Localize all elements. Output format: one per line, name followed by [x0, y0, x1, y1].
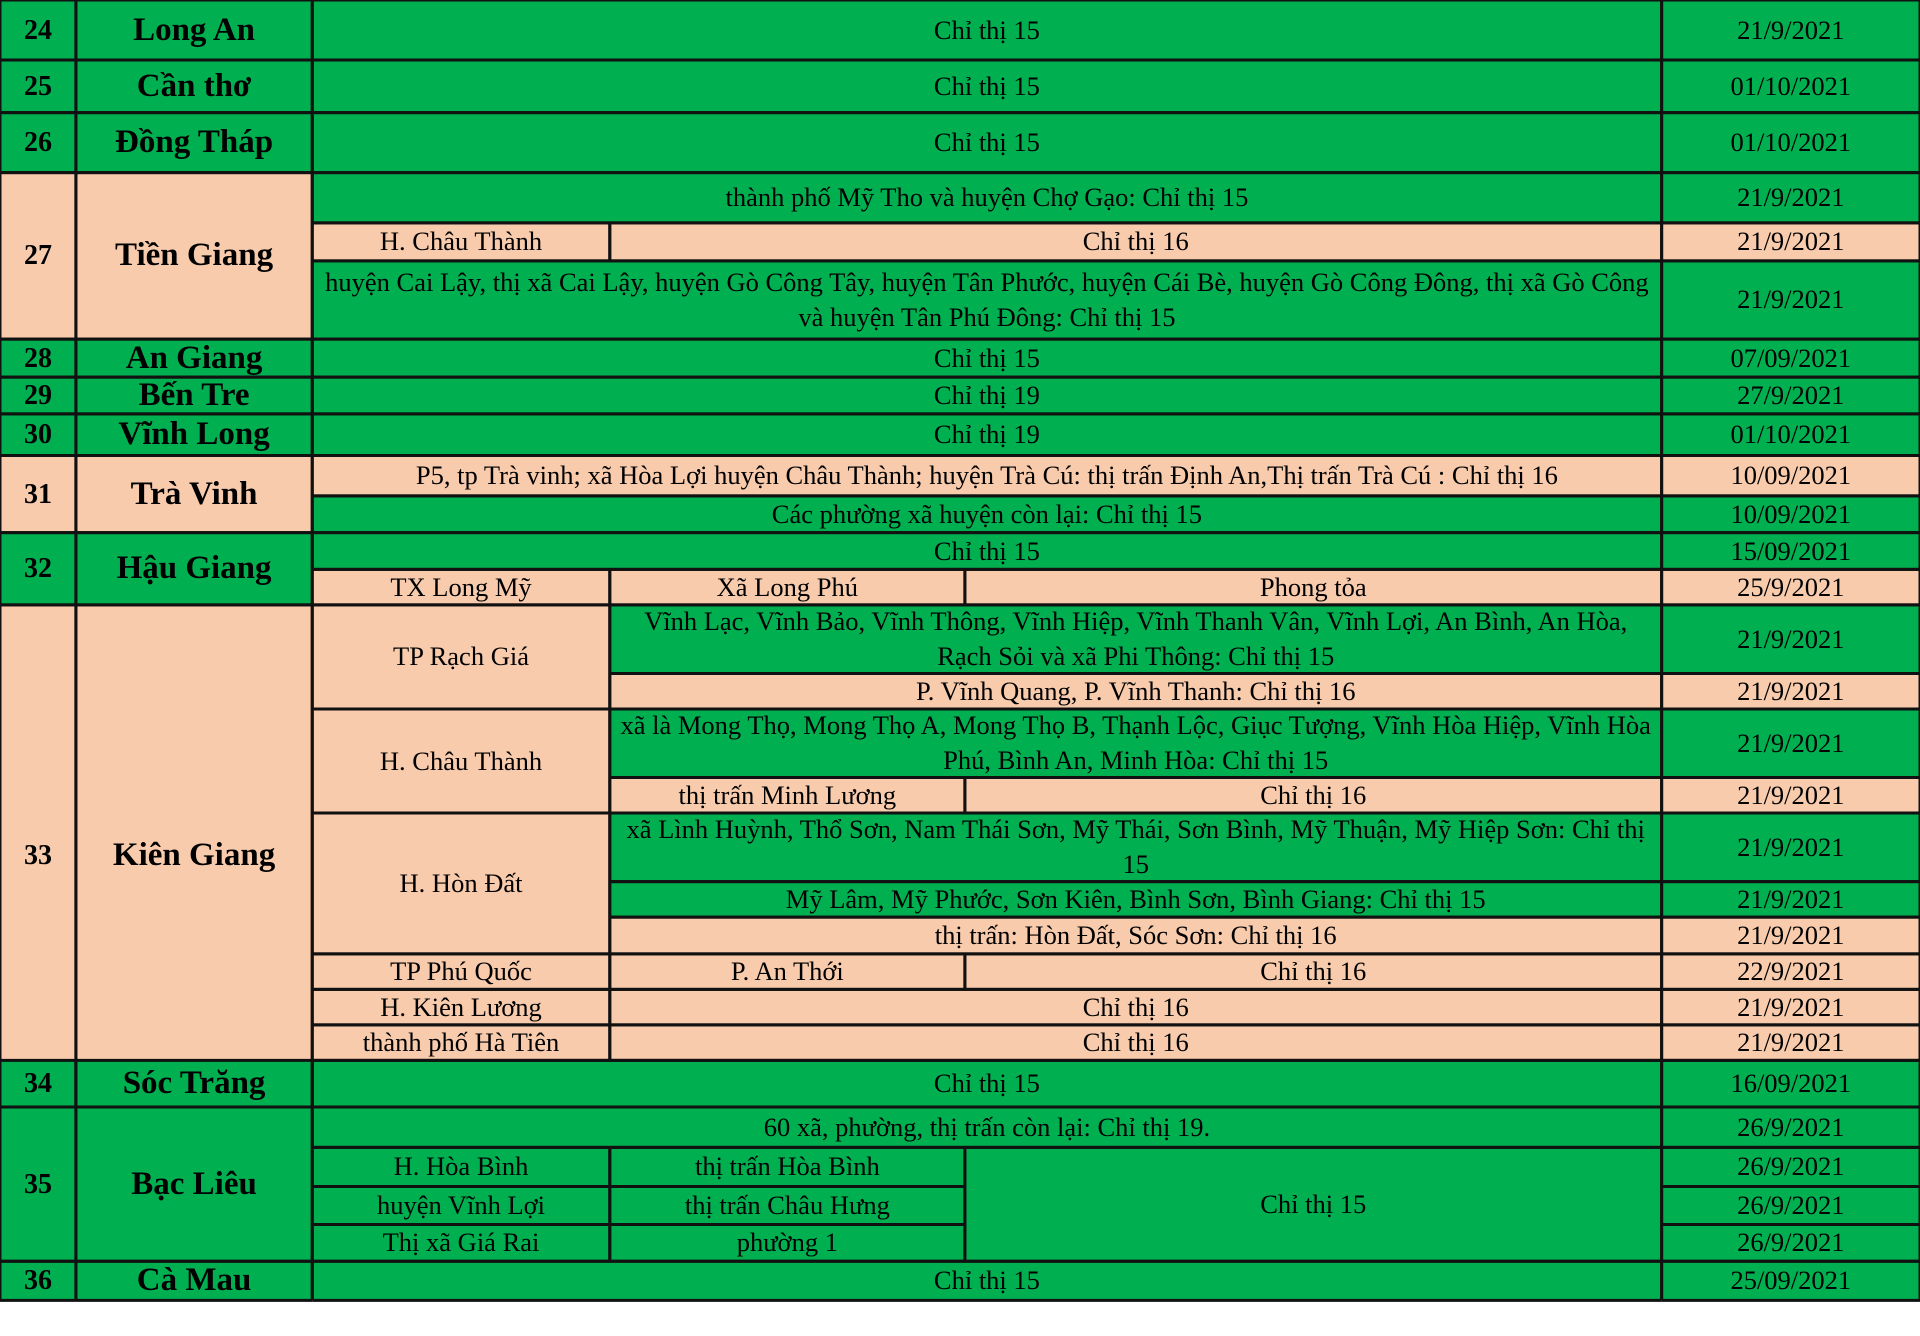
province-cell: Vĩnh Long [76, 414, 312, 456]
table-cell: thị trấn Châu Hưng [610, 1187, 965, 1225]
table-cell: TP Phú Quốc [312, 954, 610, 990]
table-cell: 21/9/2021 [1662, 989, 1920, 1025]
row-number-cell: 32 [0, 533, 76, 605]
table-cell: thành phố Mỹ Tho và huyện Chợ Gạo: Chỉ thị 15 [312, 173, 1661, 223]
table-cell: Thị xã Giá Rai [312, 1224, 610, 1261]
table-cell: 27/9/2021 [1662, 377, 1920, 414]
province-cell: Đồng Tháp [76, 113, 312, 173]
row-number-cell: 35 [0, 1107, 76, 1261]
province-cell: Cần thơ [76, 60, 312, 113]
table-cell: huyện Cai Lậy, thị xã Cai Lậy, huyện Gò Công Tây, huyện Tân Phước, huyện Cái Bè, huyện Gò Công Đông, thị xã Gò Công và huyện Tân Phú Đông: Chỉ thị 15 [312, 261, 1661, 339]
table-cell: 26/9/2021 [1662, 1187, 1920, 1225]
row-number-cell: 25 [0, 60, 76, 113]
table-cell: Mỹ Lâm, Mỹ Phước, Sơn Kiên, Bình Sơn, Bình Giang: Chỉ thị 15 [610, 882, 1662, 918]
table-cell: Chỉ thị 15 [312, 0, 1661, 60]
province-cell: Trà Vinh [76, 456, 312, 533]
table-cell: 21/9/2021 [1662, 261, 1920, 339]
table-cell: 26/9/2021 [1662, 1224, 1920, 1261]
table-cell: Chỉ thị 16 [965, 778, 1662, 814]
province-cell: Long An [76, 0, 312, 60]
table-cell: 10/09/2021 [1662, 456, 1920, 496]
province-cell: Bến Tre [76, 377, 312, 414]
table-cell: Phong tỏa [965, 569, 1662, 605]
table-cell: 01/10/2021 [1662, 113, 1920, 173]
table-cell: thị trấn: Hòn Đất, Sóc Sơn: Chỉ thị 16 [610, 917, 1662, 954]
row-number-cell: 34 [0, 1060, 76, 1107]
province-cell: Hậu Giang [76, 533, 312, 605]
row-number-cell: 29 [0, 377, 76, 414]
table-cell: 25/09/2021 [1662, 1261, 1920, 1300]
table-cell: xã Lình Huỳnh, Thổ Sơn, Nam Thái Sơn, Mỹ Thái, Sơn Bình, Mỹ Thuận, Mỹ Hiệp Sơn: Chỉ thị 15 [610, 813, 1662, 882]
table-cell: Chỉ thị 15 [312, 113, 1661, 173]
table-cell: 10/09/2021 [1662, 496, 1920, 533]
table-cell: H. Kiên Lương [312, 989, 610, 1025]
table-cell: Chỉ thị 19 [312, 414, 1661, 456]
table-cell: Chỉ thị 15 [312, 339, 1661, 377]
table-cell: 01/10/2021 [1662, 60, 1920, 113]
table-cell: 15/09/2021 [1662, 533, 1920, 570]
row-number-cell: 36 [0, 1261, 76, 1300]
table-cell: Chỉ thị 15 [312, 1261, 1661, 1300]
table-cell: TP Rạch Giá [312, 605, 610, 709]
table-cell: Chỉ thị 16 [965, 954, 1662, 990]
province-cell: Sóc Trăng [76, 1060, 312, 1107]
table-cell: 21/9/2021 [1662, 813, 1920, 882]
table-cell: Chỉ thị 19 [312, 377, 1661, 414]
table-cell: huyện Vĩnh Lợi [312, 1187, 610, 1225]
row-number-cell: 30 [0, 414, 76, 456]
table-cell: 01/10/2021 [1662, 414, 1920, 456]
table-cell: 21/9/2021 [1662, 778, 1920, 814]
table-cell: Chỉ thị 15 [312, 60, 1661, 113]
table-cell: Chỉ thị 15 [312, 1060, 1661, 1107]
table-cell: Chỉ thị 15 [312, 533, 1661, 570]
table-cell: 21/9/2021 [1662, 917, 1920, 954]
table-cell: P. Vĩnh Quang, P. Vĩnh Thanh: Chỉ thị 16 [610, 673, 1662, 709]
table-cell: 21/9/2021 [1662, 223, 1920, 261]
province-cell: Cà Mau [76, 1261, 312, 1300]
table-cell: thị trấn Hòa Bình [610, 1147, 965, 1186]
table-cell: P. An Thới [610, 954, 965, 990]
table-cell: 26/9/2021 [1662, 1147, 1920, 1186]
table-cell: thị trấn Minh Lương [610, 778, 965, 814]
table-cell: Chỉ thị 16 [610, 989, 1662, 1025]
table-cell: 22/9/2021 [1662, 954, 1920, 990]
row-number-cell: 26 [0, 113, 76, 173]
table-cell: thành phố Hà Tiên [312, 1025, 610, 1061]
table-cell: H. Châu Thành [312, 223, 610, 261]
table-cell: 16/09/2021 [1662, 1060, 1920, 1107]
table-cell: 21/9/2021 [1662, 0, 1920, 60]
row-number-cell: 27 [0, 173, 76, 340]
table-cell: Xã Long Phú [610, 569, 965, 605]
table-cell: H. Hòa Bình [312, 1147, 610, 1186]
province-cell: Kiên Giang [76, 605, 312, 1107]
province-cell: Tiền Giang [76, 173, 312, 340]
table-cell: Các phường xã huyện còn lại: Chỉ thị 15 [312, 496, 1661, 533]
table-cell: Chỉ thị 16 [610, 1025, 1662, 1061]
table-cell: 21/9/2021 [1662, 1025, 1920, 1061]
row-number-cell: 31 [0, 456, 76, 533]
table-cell: H. Châu Thành [312, 709, 610, 813]
table-cell: 60 xã, phường, thị trấn còn lại: Chỉ thị 19. [312, 1107, 1661, 1147]
row-number-cell: 33 [0, 605, 76, 1107]
row-number-cell: 28 [0, 339, 76, 377]
row-number-cell: 24 [0, 0, 76, 60]
table-cell: Chỉ thị 15 [965, 1147, 1662, 1261]
table-cell: Chỉ thị 16 [610, 223, 1662, 261]
table-cell: 21/9/2021 [1662, 605, 1920, 674]
table-cell: xã là Mong Thọ, Mong Thọ A, Mong Thọ B, Thạnh Lộc, Giục Tượng, Vĩnh Hòa Hiệp, Vĩnh Hòa Phú, Bình An, Minh Hòa: Chỉ thị 15 [610, 709, 1662, 778]
table-cell: P5, tp Trà vinh; xã Hòa Lợi huyện Châu Thành; huyện Trà Cú: thị trấn Định An,Thị trấn Trà Cú : Chỉ thị 16 [312, 456, 1661, 496]
table-cell: 07/09/2021 [1662, 339, 1920, 377]
table-cell: Vĩnh Lạc, Vĩnh Bảo, Vĩnh Thông, Vĩnh Hiệp, Vĩnh Thanh Vân, Vĩnh Lợi, An Bình, An Hòa, Rạch Sỏi và xã Phi Thông: Chỉ thị 15 [610, 605, 1662, 674]
table-cell: 21/9/2021 [1662, 173, 1920, 223]
table-cell: 21/9/2021 [1662, 673, 1920, 709]
table-cell: 21/9/2021 [1662, 709, 1920, 778]
province-cell: Bạc Liêu [76, 1107, 312, 1261]
table-cell: H. Hòn Đất [312, 813, 610, 954]
table-cell: TX Long Mỹ [312, 569, 610, 605]
table-cell: 26/9/2021 [1662, 1107, 1920, 1147]
table-cell: 21/9/2021 [1662, 882, 1920, 918]
province-cell: An Giang [76, 339, 312, 377]
table-cell: phường 1 [610, 1224, 965, 1261]
table-cell: 25/9/2021 [1662, 569, 1920, 605]
